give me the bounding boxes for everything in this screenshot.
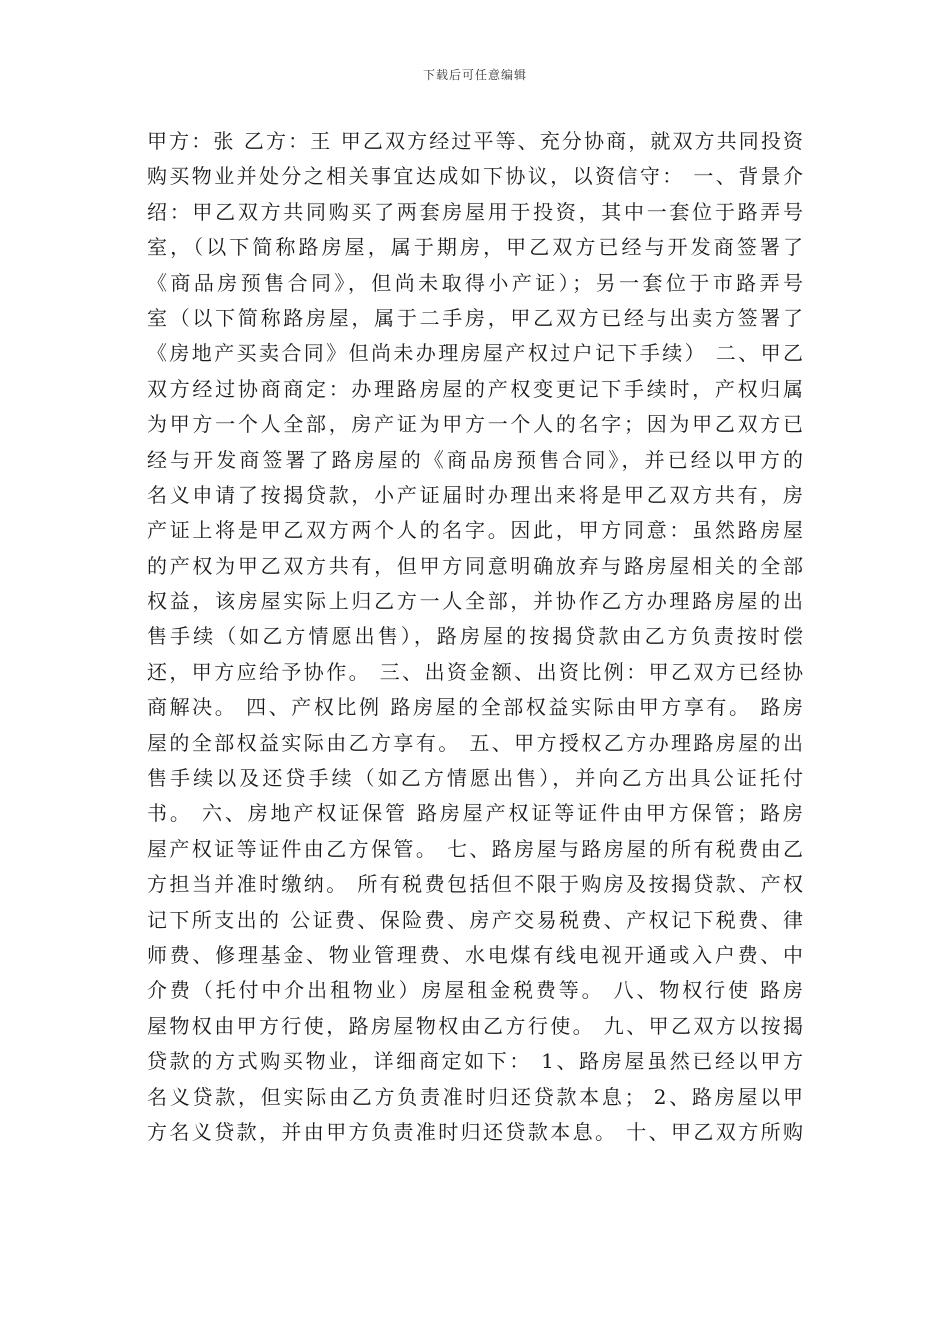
- body-line: 产证上将是甲乙双方两个人的名字。因此，甲方同意：虽然路房屋: [147, 518, 803, 543]
- body-line: 记下所支出的 公证费、保险费、房产交易税费、产权记下税费、律: [147, 907, 803, 932]
- body-line: 室（以下简称路房屋，属于二手房，甲乙双方已经与出卖方签署了: [147, 305, 803, 330]
- body-line: 名义申请了按揭贷款，小产证届时办理出来将是甲乙双方共有，房: [147, 482, 803, 507]
- page-header: 下载后可任意编辑: [422, 68, 527, 82]
- body-line: 书。 六、房地产权证保管 路房屋产权证等证件由甲方保管；路房: [147, 801, 803, 826]
- body-line: 方担当并准时缴纳。 所有税费包括但不限于购房及按揭贷款、产权: [147, 872, 803, 897]
- body-line: 双方经过协商商定：办理路房屋的产权变更记下手续时，产权归属: [147, 376, 803, 401]
- body-line: 方名义贷款，并由甲方负责准时归还贷款本息。 十、甲乙双方所购: [147, 1119, 803, 1144]
- body-line: 屋的全部权益实际由乙方享有。 五、甲方授权乙方办理路房屋的出: [147, 730, 803, 755]
- body-line: 屋产权证等证件由乙方保管。 七、路房屋与路房屋的所有税费由乙: [147, 836, 803, 861]
- body-line: 师费、修理基金、物业管理费、水电煤有线电视开通或入户费、中: [147, 942, 803, 967]
- body-line: 绍：甲乙双方共同购买了两套房屋用于投资，其中一套位于路弄号: [147, 199, 803, 224]
- body-line: 名义贷款，但实际由乙方负责准时归还贷款本息； 2、路房屋以甲: [147, 1084, 803, 1109]
- body-line: 《商品房预售合同》，但尚未取得小产证）；另一套位于市路弄号: [147, 270, 803, 295]
- body-line: 屋物权由甲方行使，路房屋物权由乙方行使。 九、甲乙双方以按揭: [147, 1013, 803, 1038]
- body-line: 经与开发商签署了路房屋的《商品房预售合同》，并已经以甲方的: [147, 447, 803, 472]
- body-line: 权益，该房屋实际上归乙方一人全部，并协作乙方办理路房屋的出: [147, 589, 803, 614]
- body-line: 商解决。 四、产权比例 路房屋的全部权益实际由甲方享有。 路房: [147, 695, 803, 720]
- body-line: 室，（以下简称路房屋，属于期房，甲乙双方已经与开发商签署了: [147, 235, 803, 260]
- body-line: 售手续（如乙方情愿出售），路房屋的按揭贷款由乙方负责按时偿: [147, 624, 803, 649]
- body-line: 甲方：张 乙方：王 甲乙双方经过平等、充分协商，就双方共同投资: [147, 129, 803, 153]
- body-line: 为甲方一个人全部，房产证为甲方一个人的名字；因为甲乙双方已: [147, 412, 803, 437]
- body-line: 贷款的方式购买物业，详细商定如下： 1、路房屋虽然已经以甲方: [147, 1049, 803, 1074]
- document-body: [147, 124, 803, 1150]
- body-line: 还，甲方应给予协作。 三、出资金额、出资比例：甲乙双方已经协: [147, 659, 803, 684]
- body-line: 的产权为甲乙双方共有，但甲方同意明确放弃与路房屋相关的全部: [147, 553, 803, 578]
- body-line: 《房地产买卖合同》但尚未办理房屋产权过户记下手续） 二、甲乙: [147, 341, 803, 366]
- body-line: 购买物业并处分之相关事宜达成如下协议，以资信守： 一、背景介: [147, 164, 803, 189]
- body-line: 售手续以及还贷手续（如乙方情愿出售），并向乙方出具公证托付: [147, 766, 803, 791]
- body-line: 介费（托付中介出租物业）房屋租金税费等。 八、物权行使 路房: [147, 978, 803, 1003]
